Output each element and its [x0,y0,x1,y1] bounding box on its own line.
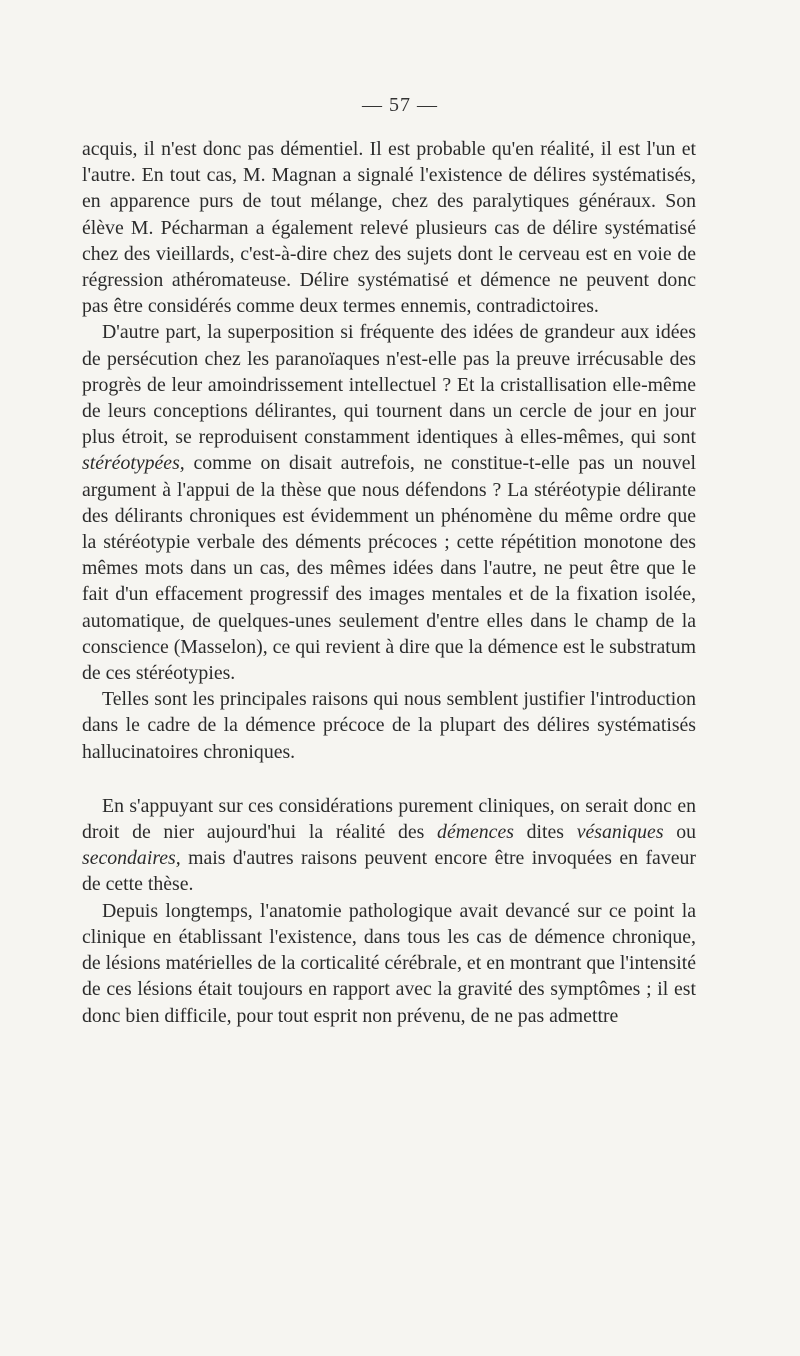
paragraph-1 [82,136,696,319]
paragraph-4 [82,793,696,898]
paragraph-text: comme on disait autrefois, ne constitue-t-elle pas un nouvel argument à l'appui de la thèse que nous défendons ? La stéréotypie délirante des délirants chroniques est évidemment un phénomène du même ordre que la stéréotypie verbale des déments précoces ; cette répétition monotone des mêmes mots dans un cas, des mêmes idées dans l'autre, ne peut être que le fait d'un effacement progressif des images mentales et de la fixation isolée, automatique, de quelques-unes seulement d'entre elles dans le champ de la conscience (Masselon), ce qui revient à dire que la démence est le substratum de ces stéréotypies. [82,452,696,685]
paragraph-2 [82,319,696,686]
paragraph-text: Depuis longtemps, l'anatomie pathologique avait devancé sur ce point la clinique en établissant l'existence, dans tous les cas de démence chronique, de lésions matérielles de la corticalité cérébrale, et en montrant que l'intensité de ces lésions était toujours en rapport avec la gravité des symptômes ; il est donc bien difficile, pour tout esprit non prévenu, de ne pas admettre [82,899,696,1027]
italic-term: secondaires, [82,847,181,870]
paragraph-text: Telles sont les principales raisons qui nous semblent justifier l'introduction dans le cadre de la démence précoce de la plupart des délires systématisés hallucinatoires chroniques. [82,688,696,763]
italic-term: vésaniques [576,821,664,844]
italic-term: démences [437,821,514,844]
paragraph-text: En s'appuyant sur ces considérations purement cliniques, on serait donc en droit de nier aujourd'hui la réalité des [82,794,696,844]
paragraph-text: D'autre part, la superposition si fréquente des idées de grandeur aux idées de persécution chez les paranoïaques n'est-elle pas la preuve irrécusable des progrès de leur amoindrissement intellectuel ? Et la cristallisation elle-même de leurs conceptions délirantes, qui tournent dans un cercle de jour en jour plus étroit, se reproduisent constamment identiques à elles-mêmes, qui sont [82,321,696,449]
page-number: — 57 — [362,94,438,116]
body-text [82,136,696,1029]
paragraph-text: mais d'autres raisons peuvent encore être invoquées en faveur de cette thèse. [82,847,696,896]
paragraph-3 [82,686,696,765]
paragraph-5 [82,898,696,1029]
paragraph-text: acquis, il n'est donc pas démentiel. Il est probable qu'en réalité, il est l'un et l'autre. En tout cas, M. Magnan a signalé l'existence de délires systématisés, en apparence purs de tout mélange, chez des paralytiques généraux. Son élève M. Pécharman a également relevé plusieurs cas de délire systématisé chez des vieillards, c'est-à-dire chez des sujets dont le cerveau est en voie de régression athéromateuse. Délire systématisé et démence ne peuvent donc pas être considérés comme deux termes ennemis, contradictoires. [82,138,696,318]
paragraph-text: dites [513,821,577,844]
italic-term: stéréotypées, [82,452,185,475]
paragraph-text: ou [663,821,696,844]
